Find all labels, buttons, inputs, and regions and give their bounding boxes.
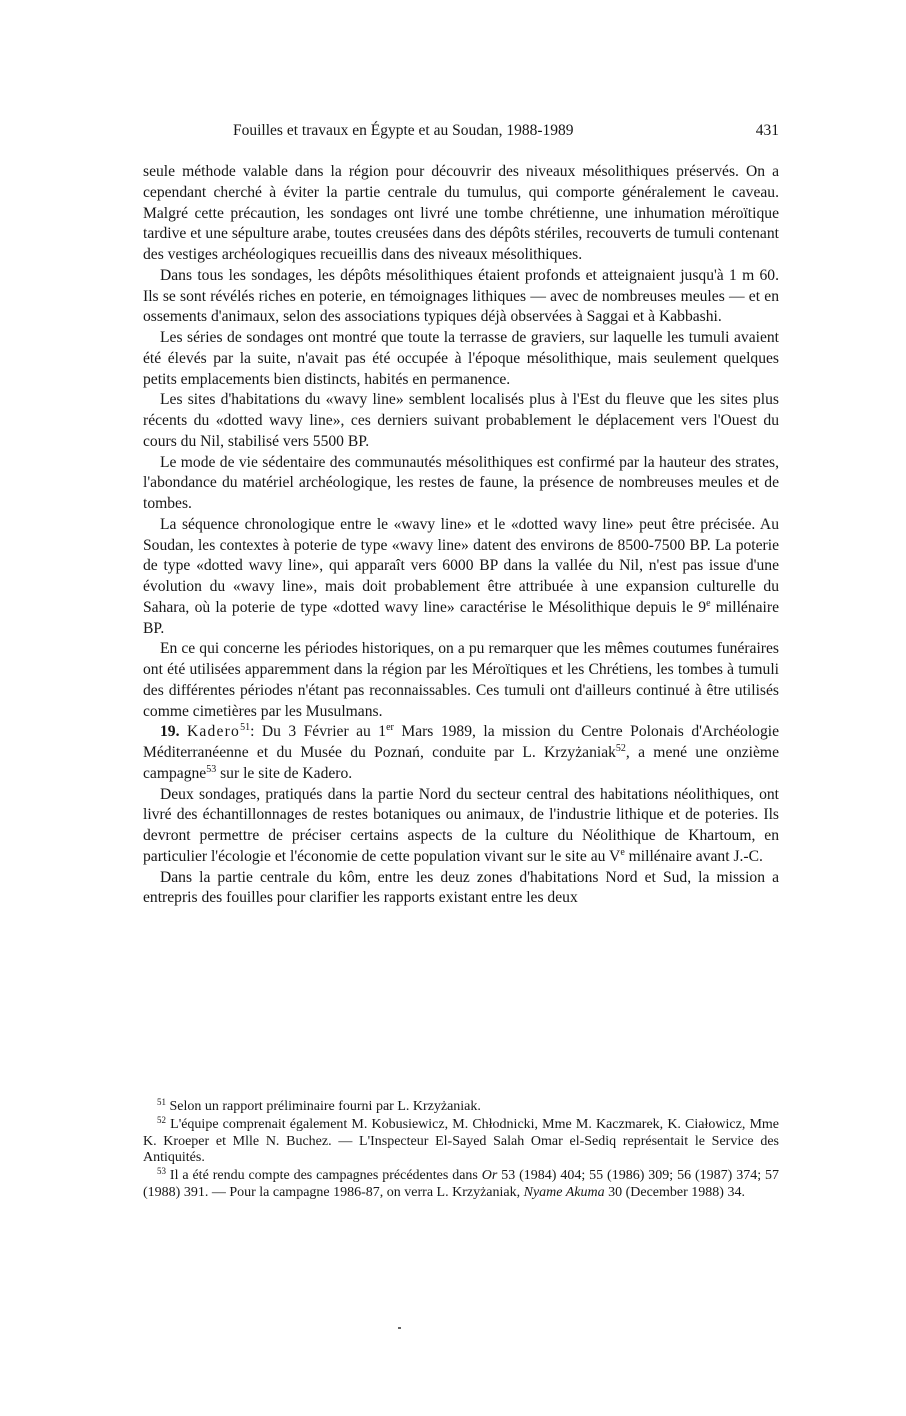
superscript: e	[706, 597, 711, 609]
paragraph	[143, 785, 779, 868]
section-19	[143, 722, 779, 784]
footnote-text: 53 (1984) 404; 55 (1986) 309; 56 (1987) 374; 57 (1988) 391. — Pour la campagne 1986-87, on verra L. Krzyżaniak,	[143, 1168, 779, 1200]
footnote-text: Selon un rapport préliminaire fourni par L. Krzyżaniak.	[169, 1099, 481, 1114]
text-run: millénaire avant J.-C.	[624, 847, 763, 865]
footnote-text: 30 (December 1988) 34.	[604, 1184, 745, 1200]
footnote-ref-52[interactable]: 52	[615, 743, 626, 754]
superscript: e	[620, 846, 625, 858]
running-title: Fouilles et travaux en Égypte et au Soudan, 1988-1989	[233, 122, 574, 139]
footnote-52	[143, 1114, 780, 1167]
footnote-mark: 53	[157, 1166, 166, 1177]
paragraph: Dans la partie centrale du kôm, entre les deuz zones d'habitations Nord et Sud, la mission a entrepris des fouilles pour clarifier les rapports existant entre les deux	[143, 868, 779, 907]
footnote-53	[143, 1168, 779, 1202]
footnote-text: L'équipe comprenait également M. Kobusiewicz, M. Chłodnicki, Mme M. Kaczmarek, K. Ciałowicz, Mme K. Kroeper et Mlle N. Buchez. — L'Inspecteur El-Sayed Salah Omar el-Sediq représentait le Service des Antiquités.	[143, 1116, 780, 1166]
text-run: Deux sondages, pratiqués dans la partie Nord du secteur central des habitations néolithiques, ont livré des échantillonnages de restes botaniques ou animaux, de l'industrie lithique et de poteries. Ils devront permettre de préciser certains aspects de la culture du Néolithique de Khartoum, en particulier l'écologie et l'économie de cette population vivant sur le site au V	[143, 785, 779, 865]
paragraph: Les séries de sondages ont montré que toute la terrasse de graviers, sur laquelle les tumuli avaient été élevés par la suite, n'avait pas été occupée à l'époque mésolithique, mais seulement quelques petits emplacements bien distincts, habités en permanence.	[143, 329, 779, 388]
running-header	[143, 122, 779, 142]
footnotes	[143, 1099, 779, 1203]
journal-title: Or	[481, 1168, 498, 1184]
text-run: millénaire BP.	[143, 598, 779, 637]
superscript: er	[386, 722, 394, 734]
body-text	[143, 162, 779, 909]
paragraph	[143, 515, 779, 640]
paragraph: En ce qui concerne les périodes historiques, on a pu remarquer que les mêmes coutumes funéraires ont été utilisées apparemment dans la région par les Méroïtiques et les Chrétiens, les tombes à tumuli des différentes périodes n'étant pas reconnaissables. Ces tumuli ont d'ailleurs continué à être utilisés comme cimetières par les Musulmans.	[143, 640, 779, 720]
site-name: Kadero	[186, 723, 241, 741]
text-run: La séquence chronologique entre le «wavy line» et le «dotted wavy line» peut être précisée. Au Soudan, les contextes à poterie de type «wavy line» datent des environs de 8500-7500 BP. La poterie de type «dotted wavy line», qui apparaît vers 6000 BP dans la vallée du Nil, n'est pas issue d'une évolution du «wavy line», mais doit probablement être attribuée à une expansion culturelle du Sahara, où la poterie de type «dotted wavy line» caractérise le Mésolithique depuis le 9	[143, 515, 779, 616]
footnote-mark: 51	[157, 1097, 166, 1107]
text-run: : Du 3 Février au 1	[250, 723, 387, 741]
paragraph: seule méthode valable dans la région pour découvrir des niveaux mésolithiques préservés. On a cependant cherché à éviter la partie centrale du tumulus, qui comporte généralement le caveau. Malgré cette précaution, les sondages ont livré une tombe chrétienne, une inhumation méroïtique tardive et une sépulture arabe, toutes creusées dans des dépôts stériles, recouverts de tumuli contenant des vestiges archéologiques recueillis dans des niveaux mésolithiques.	[143, 163, 779, 263]
paragraph: Les sites d'habitations du «wavy line» semblent localisés plus à l'Est du fleuve que les sites plus récents du «dotted wavy line», ces derniers suivant probablement le déplacement vers l'Ouest du cours du Nil, stabilisé vers 5500 BP.	[143, 391, 779, 450]
footnote-text: Il a été rendu compte des campagnes précédentes dans	[169, 1168, 482, 1184]
footnote-ref-51[interactable]: 51	[240, 722, 251, 734]
footnote-51	[143, 1099, 779, 1116]
journal-title: Nyame Akuma	[523, 1184, 605, 1200]
paragraph: Le mode de vie sédentaire des communautés mésolithiques est confirmé par la hauteur des strates, l'abondance du matériel archéologique, les restes de faune, la présence de nombreuses meules et de tombes.	[143, 453, 779, 512]
section-number: 19.	[160, 723, 180, 741]
footnote-ref-53[interactable]: 53	[206, 763, 217, 775]
text-run: sur le site de Kadero.	[216, 764, 353, 782]
scan-speck	[398, 1327, 401, 1329]
text-run: , a mené une onzième campagne	[143, 744, 779, 782]
paragraph: Dans tous les sondages, les dépôts mésolithiques étaient profonds et atteignaient jusqu'à 1 m 60. Ils se sont révélés riches en poterie, en témoignages lithiques — avec de nombreuses meules — et en ossements d'animaux, selon des associations typiques déjà observées à Saggai et à Kabbashi.	[143, 266, 779, 326]
text-run: Mars 1989, la mission du Centre Polonais d'Archéologie Méditerranéenne et du Musée du Poznań, conduite par L. Krzyżaniak	[143, 723, 780, 761]
footnote-mark: 52	[157, 1114, 166, 1125]
page-number: 431	[755, 122, 779, 139]
